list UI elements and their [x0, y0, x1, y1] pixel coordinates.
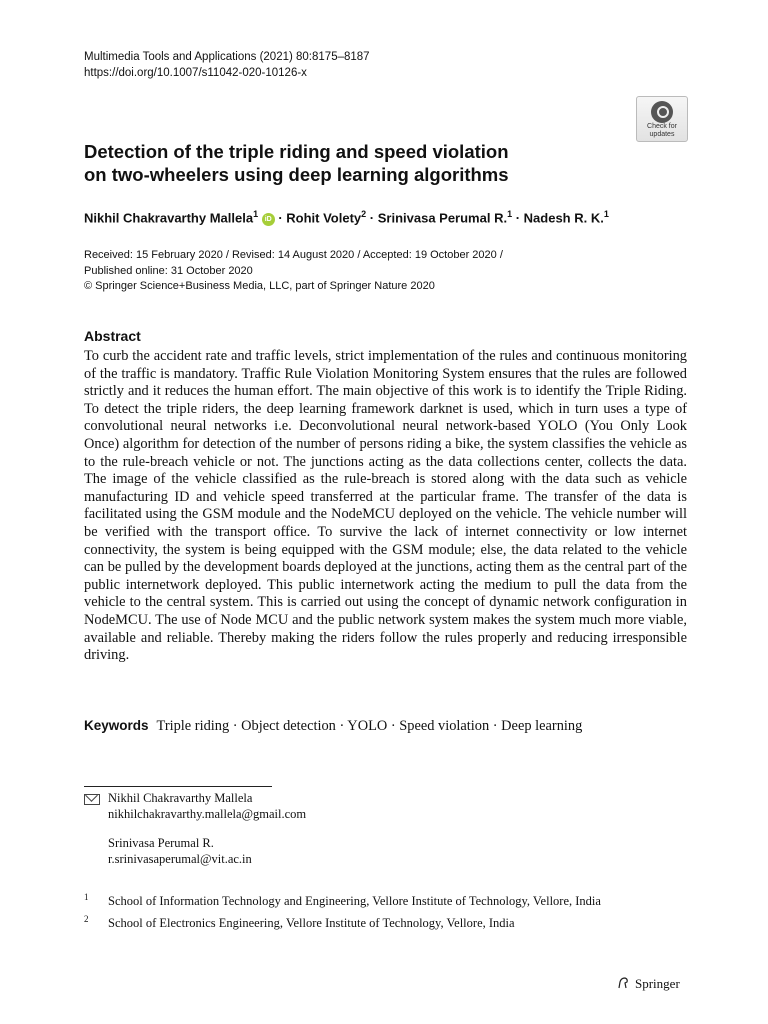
author-name: Nikhil Chakravarthy Mallela: [84, 210, 254, 226]
corresponding-author-name: Nikhil Chakravarthy Mallela: [108, 791, 253, 805]
doi-link[interactable]: https://doi.org/10.1007/s11042-020-10126-x: [84, 66, 307, 79]
dates-line-1: Received: 15 February 2020 / Revised: 14 August 2020 / Accepted: 19 October 2020 /: [84, 249, 503, 261]
author-name: Srinivasa Perumal R.: [377, 210, 508, 226]
keywords-heading: Keywords: [84, 718, 149, 733]
spacer: [108, 822, 306, 836]
corresponding-author-email[interactable]: r.srinivasaperumal@vit.ac.in: [108, 851, 252, 866]
envelope-icon: [84, 794, 100, 805]
copyright-line: © Springer Science+Business Media, LLC, part of Springer Nature 2020: [84, 280, 435, 292]
title-line-2: on two-wheelers using deep learning algorithms: [84, 164, 509, 185]
affiliation-item: [84, 890, 601, 912]
author-name: Rohit Volety: [286, 210, 362, 226]
keywords-list: Triple riding · Object detection · YOLO · Speed violation · Deep learning: [156, 718, 583, 734]
check-for-updates-badge[interactable]: [636, 96, 688, 142]
author-name: Nadesh R. K.: [523, 210, 604, 226]
affiliation-item: [84, 912, 601, 934]
correspondence-block: [84, 791, 307, 867]
orcid-icon[interactable]: iD: [262, 213, 275, 226]
author-affiliation-mark: 1: [253, 209, 259, 219]
affiliation-number: 2: [84, 914, 89, 924]
affiliation-text: School of Electronics Engineering, Vellore Institute of Technology, Vellore, India: [108, 916, 515, 930]
affiliation-number: 1: [84, 892, 89, 902]
journal-header: [84, 50, 370, 81]
title-line-1: Detection of the triple riding and speed violation: [84, 141, 509, 162]
publication-dates: [84, 248, 503, 295]
journal-citation: Multimedia Tools and Applications (2021) 80:8175–8187: [84, 51, 370, 63]
dates-line-2: Published online: 31 October 2020: [84, 264, 253, 277]
footnote-divider: [84, 786, 272, 787]
bookmark-icon: [651, 101, 673, 123]
abstract-heading: Abstract: [84, 328, 141, 344]
author-list: Nikhil Chakravarthy Mallela$^1$ iD · Rohit Volety$^2$ · Srinivasa Perumal R.$^1$ · Nadesh R. K.$^1$: [84, 209, 609, 226]
paper-title: [84, 140, 624, 186]
author-affiliation-mark: 1: [507, 209, 513, 219]
badge-line-1: Check for: [647, 123, 677, 130]
keywords: [84, 718, 582, 735]
publisher-name: Springer: [635, 976, 680, 991]
corresponding-author-name: Srinivasa Perumal R.: [108, 836, 214, 850]
publisher-logo: [616, 976, 680, 992]
abstract-body: To curb the accident rate and traffic levels, strict implementation of the rules and continuous monitoring of the traffic is mandatory. Traffic Rule Violation Monitoring System ensures that the rules are followed strictly and it reduces the human effort. The main objective of this work is to identify the Triple Riding. To detect the triple riders, the deep learning framework darknet is used, which in turn uses a type of convolutional neural networks i.e. Deconvolutional neural network-based YOLO (You Only Look Once) algorithm for detection of the number of persons riding a bike, the system classifies the vehicle as to the rule-breach vehicle or not. The junctions acting as the data collections center, collects the data. The image of the vehicle classified as the rule-breach is stored along with the data such as vehicle manufacturing ID and vehicle speed transferred at the particular frame. The transfer of the data is facilitated using the GSM module and the NodeMCU deployed on the vehicle. The vehicle number will be verified with the transport office. To survive the lack of internet connectivity or low internet connectivity, the system is being equipped with the GSM module; else, the data related to the vehicle can be pulled by the development boards deployed at the junctions, acting them as the central part of the public internetwork deployed. This public internetwork acting the medium to pull the data from the vehicle to the central system. This is carried out using the concept of dynamic network configuration in NodeMCU. The use of Node MCU and the public network system makes the system much more viable, available and reliable. Thereby making the riders follow the rules properly and reducing irresponsible driving.: [84, 348, 687, 664]
author-affiliation-mark: 2: [361, 209, 367, 219]
springer-horse-icon: [616, 976, 630, 990]
affiliation-text: School of Information Technology and Engineering, Vellore Institute of Technology, Vellore, India: [108, 894, 601, 908]
author-affiliation-mark: 1: [603, 209, 609, 219]
affiliations: [84, 890, 601, 934]
badge-line-2: updates: [649, 130, 675, 138]
corresponding-author-email[interactable]: nikhilchakravarthy.mallela@gmail.com: [108, 806, 307, 821]
